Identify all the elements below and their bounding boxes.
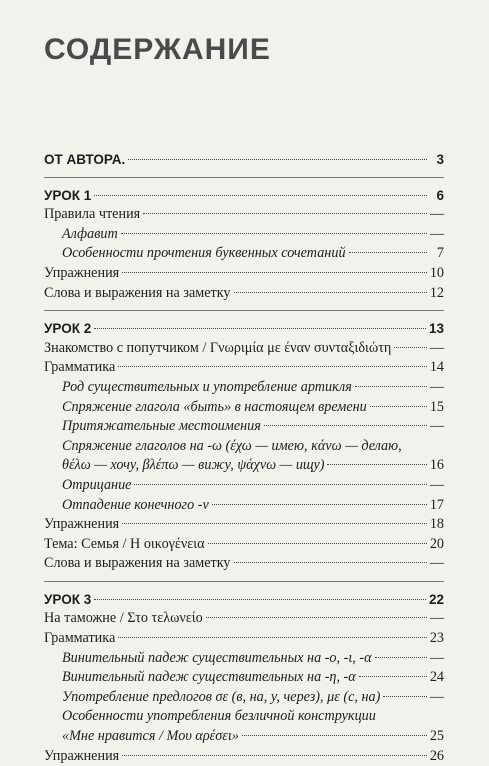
dot-leader [122,755,427,756]
toc-entry[interactable] [44,609,444,629]
toc-entry[interactable] [44,205,444,225]
dot-leader [327,464,426,465]
toc-entry-title: Род существительных и употребление артикля [62,378,352,395]
toc-entry-title: Отрицание [62,476,132,493]
toc-entry[interactable] [44,358,444,378]
toc-page-number: — [429,610,444,627]
dot-leader [370,406,427,407]
section-divider [44,310,444,311]
toc-page-number: — [429,688,444,705]
toc-page-number: — [429,339,444,356]
dot-leader [94,195,427,196]
toc-entry-title: Грамматика [44,359,116,376]
toc-entry[interactable] [44,554,444,574]
toc-page-number: 23 [429,630,444,647]
toc-entry-continuation: Особенности употребления безличной конструкции [62,708,376,725]
toc-entry[interactable] [44,264,444,284]
dot-leader [118,366,427,367]
toc-page-number: 25 [429,728,444,745]
toc-page-number: — [429,649,444,666]
dot-leader [359,676,427,677]
toc-entry-title: Слова и выражения на заметку [44,555,231,572]
toc-entry-title: Спряжение глагола «быть» в настоящем времени [62,398,367,415]
toc-page-number: 3 [436,152,444,167]
toc-entry[interactable] [44,629,444,649]
toc-page-number: 17 [429,496,444,513]
toc-entry-title: УРОК 2 [44,321,92,337]
toc-entry[interactable] [44,225,444,245]
toc-entry-title: Особенности прочтения буквенных сочетаний [62,245,346,262]
section-divider [44,177,444,178]
toc-page-number: — [429,418,444,435]
toc-entry-title: ОТ АВТОРА. [44,152,126,167]
toc-entry[interactable] [44,456,444,476]
section-divider [44,581,444,582]
toc-entry[interactable] [44,496,444,516]
toc-entry-title: На таможне / Στο τελωνείο [44,610,203,627]
toc-entry[interactable] [44,668,444,688]
toc-entry[interactable] [44,244,444,264]
dot-leader [94,328,426,329]
dot-leader [242,735,427,736]
toc-entry[interactable] [44,747,444,766]
toc-entry-title: Тема: Семья / Η οικογένεια [44,535,205,552]
toc-entry-title: Упражнения [44,264,120,281]
toc-page-number: 7 [436,245,444,262]
toc-entry-title: Притяжательные местоимения [62,418,261,435]
toc-page-number: — [429,476,444,493]
toc-entry-title: Винительный падеж существительных на -ο, -ι, -α [62,649,372,666]
toc-page-number: 10 [429,264,444,281]
toc-entry-title: Знакомство с попутчиком / Γνωριμία με έναν συνταξιδιώτη [44,339,392,356]
toc-entry[interactable] [44,476,444,496]
toc-entry-title: Упражнения [44,747,120,764]
toc-page-number: 14 [429,359,444,376]
dot-leader [134,484,426,485]
toc-entry[interactable] [44,339,444,359]
dot-leader [234,562,427,563]
toc-entry-continuation: Спряжение глаголов на -ω (έχω — имею, κάνω — делаю, [62,437,402,454]
toc-entry-title: Алфавит [62,225,118,242]
dot-leader [349,252,427,253]
toc-page-number: 13 [428,321,444,337]
toc-entry[interactable] [44,688,444,708]
toc-entry-title: Грамматика [44,630,116,647]
toc-entry[interactable] [44,378,444,398]
toc-entry-title: Отпадение конечного -ν [62,496,209,513]
toc-section-heading[interactable] [44,590,444,610]
toc-entry-title: Слова и выражения на заметку [44,284,231,301]
toc-entry-title: УРОК 3 [44,591,92,607]
toc-page-number: 15 [429,398,444,415]
toc-section-heading[interactable] [44,319,444,339]
toc-entry[interactable] [44,284,444,304]
dot-leader [122,523,427,524]
dot-leader [94,599,426,600]
dot-leader [206,617,427,618]
dot-leader [128,159,427,160]
dot-leader [394,347,426,348]
toc-section-heading[interactable] [44,150,444,170]
toc-page-number: 22 [428,591,444,607]
toc-entry[interactable] [44,398,444,418]
dot-leader [264,425,427,426]
toc-page-number: 20 [429,535,444,552]
toc-entry[interactable] [44,417,444,437]
toc-page-number: — [429,378,444,395]
toc-entry-title: Винительный падеж существительных на -η, -α [62,669,356,686]
toc-page-number: — [429,555,444,572]
dot-leader [234,292,427,293]
toc-page-number: 24 [429,669,444,686]
toc-entry-title: Упражнения [44,516,120,533]
toc-entry-title: «Мне нравится / Μου αρέσει» [62,728,239,745]
toc-entry[interactable] [44,649,444,669]
toc-entry[interactable] [44,535,444,555]
toc-entry-title: θέλω — хочу, βλέπω — вижу, ψάχνω — ищу) [62,457,325,474]
toc-page-number: — [429,206,444,223]
toc-page-number: 6 [436,187,444,203]
table-of-contents [44,150,444,766]
toc-page-number: — [429,225,444,242]
toc-page-number: 12 [429,284,444,301]
dot-leader [375,657,427,658]
dot-leader [383,696,426,697]
dot-leader [118,637,427,638]
toc-section-heading[interactable] [44,186,444,206]
toc-page-number: 26 [429,747,444,764]
dot-leader [121,233,427,234]
dot-leader [208,543,427,544]
page-title: СОДЕРЖАНИЕ [44,33,271,66]
toc-page-number: 18 [429,516,444,533]
toc-entry-title: Употребление предлогов σε (в, на, у, через), με (с, на) [62,688,381,705]
dot-leader [122,272,427,273]
toc-entry-title: Правила чтения [44,206,141,223]
toc-entry-title: УРОК 1 [44,187,92,203]
dot-leader [212,504,427,505]
dot-leader [355,386,427,387]
toc-page-number: 16 [429,457,444,474]
toc-entry[interactable] [44,515,444,535]
dot-leader [143,213,427,214]
